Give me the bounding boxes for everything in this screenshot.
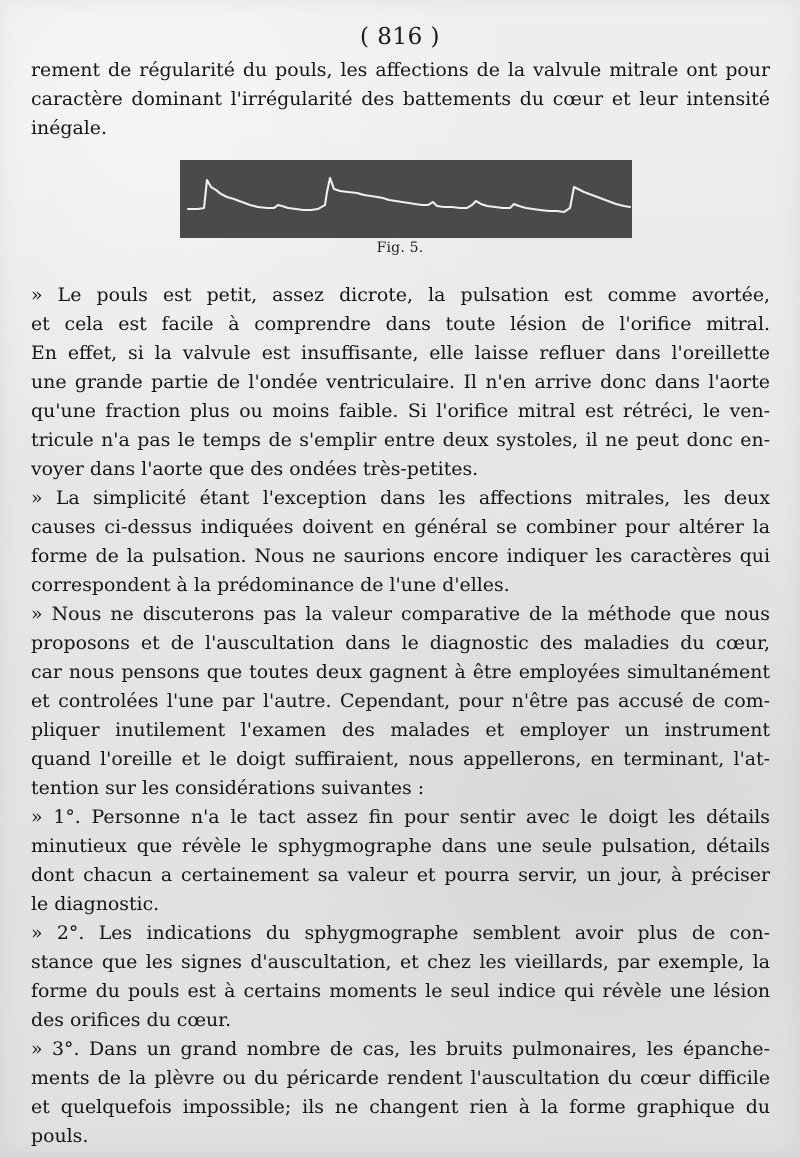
paragraph-line: voyer dans l'aorte que des ondées très-petites. [31,458,479,480]
intro-text-block [31,56,770,143]
paragraph-line: correspondent à la prédominance de l'une d'elles. [31,574,510,596]
intro-line: caractère dominant l'irrégularité des battements du cœur et leur intensité [31,88,770,110]
paragraph-line: des orifices du cœur. [31,1009,232,1031]
paragraph-line: proposons et de l'auscultation dans le diagnostic des maladies du cœur, [31,632,770,654]
paragraph-line: stance que les signes d'auscultation, et chez les vieillards, par exemple, la [31,951,770,973]
paragraph-line: causes ci-dessus indiquées doivent en général se combiner pour altérer la [31,516,770,538]
paragraph-4 [31,803,770,919]
paragraph-line: » La simplicité étant l'exception dans les affections mitrales, les deux [31,487,770,509]
body-text-block [31,281,770,1151]
paragraph-line: tention sur les considérations suivantes : [31,777,425,799]
paragraph-line: et cela est facile à comprendre dans toute lésion de l'orifice mitral. [31,313,770,335]
paragraph-line: » 2°. Les indications du sphygmographe semblent avoir plus de con- [31,922,770,944]
pulse-trace-figure [180,160,632,238]
paragraph-line: pliquer inutilement l'examen des malades et employer un instrument [31,719,770,741]
paragraph-2 [31,484,770,600]
pulse-trace-graphic [180,160,632,238]
paragraph-line: qu'une fraction plus ou moins faible. Si l'orifice mitral est rétréci, le ven- [31,400,770,422]
paragraph-line: forme de la pulsation. Nous ne saurions encore indiquer les caractères qui [31,545,770,567]
paragraph-line: » Le pouls est petit, assez dicrote, la pulsation est comme avortée, [31,284,770,306]
paragraph-line: tricule n'a pas le temps de s'emplir entre deux systoles, il ne peut donc en- [31,429,770,451]
paragraph-line: une grande partie de l'ondée ventriculaire. Il n'en arrive donc dans l'aorte [31,371,770,393]
paragraph-line: En effet, si la valvule est insuffisante, elle laisse refluer dans l'oreillette [31,342,770,364]
paragraph-3 [31,600,770,803]
paragraph-line: pouls. [31,1125,89,1147]
paragraph-5 [31,919,770,1035]
intro-line: rement de régularité du pouls, les affections de la valvule mitrale ont pour [31,59,770,81]
paragraph-line: et quelquefois impossible; ils ne changent rien à la forme graphique du [31,1096,770,1118]
paragraph-line: » 3°. Dans un grand nombre de cas, les bruits pulmonaires, les épanche- [31,1038,770,1060]
paragraph-line: le diagnostic. [31,893,160,915]
paragraph-line: minutieux que révèle le sphygmographe dans une seule pulsation, détails [31,835,770,857]
paragraph-line: quand l'oreille et le doigt suffiraient, nous appellerons, en terminant, l'at- [31,748,770,770]
paragraph-6 [31,1035,770,1151]
paragraph-line: » Nous ne discuterons pas la valeur comparative de la méthode que nous [31,603,770,625]
paragraph-line: et controlées l'une par l'autre. Cependant, pour n'être pas accusé de com- [31,690,770,712]
paragraph-line: » 1°. Personne n'a le tact assez fin pour sentir avec le doigt les détails [31,806,770,828]
figure-background [180,160,632,238]
paragraph-line: forme du pouls est à certains moments le seul indice qui révèle une lésion [31,980,770,1002]
figure-caption: Fig. 5. [376,240,424,256]
intro-line: inégale. [31,117,107,139]
paragraph-1 [31,281,770,484]
paragraph-line: car nous pensons que toutes deux gagnent à être employées simultanément [31,661,770,683]
paragraph-line: ments de la plèvre ou du péricarde rendent l'auscultation du cœur difficile [31,1067,770,1089]
page-number: ( 816 ) [360,24,440,50]
paragraph-line: dont chacun a certainement sa valeur et pourra servir, un jour, à préciser [31,864,770,886]
